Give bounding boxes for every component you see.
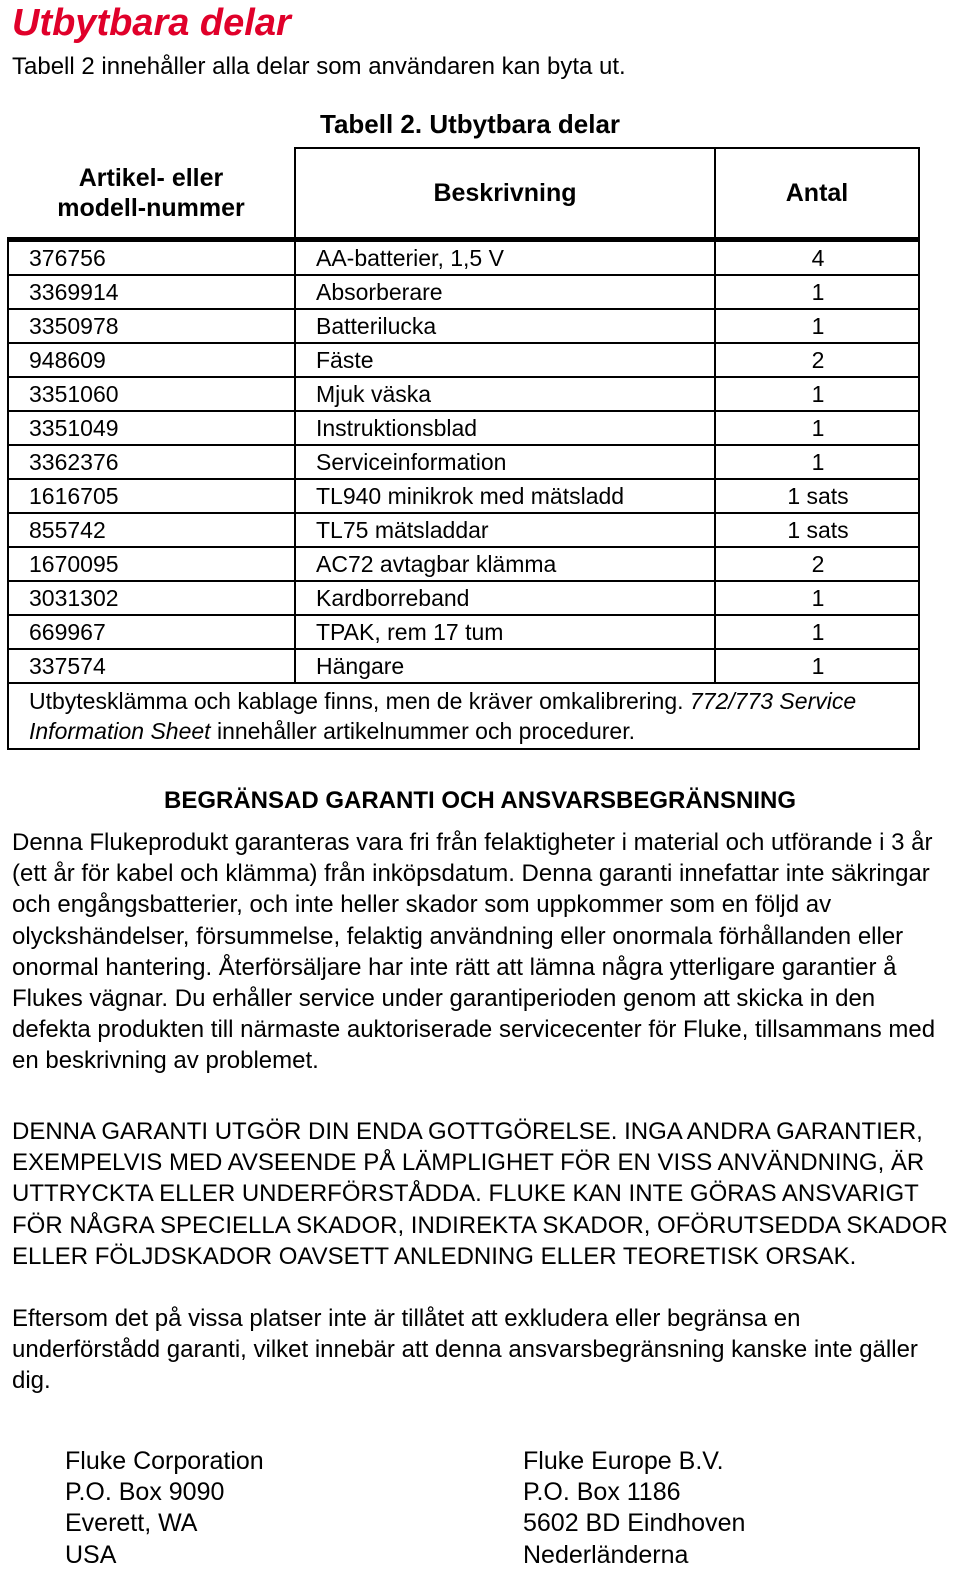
table-row xyxy=(8,581,919,615)
part-number-cell: 376756 xyxy=(8,240,295,276)
address-line: USA xyxy=(65,1540,117,1569)
quantity-cell xyxy=(715,343,919,377)
quantity-value: 1 sats xyxy=(787,483,849,509)
table-row xyxy=(8,275,919,309)
table-note-row xyxy=(8,683,919,749)
table-row xyxy=(8,513,919,547)
note-text-end: innehåller artikelnummer och procedurer. xyxy=(210,718,635,744)
quantity-value: 1 xyxy=(811,653,825,679)
description-cell: Mjuk väska xyxy=(295,377,715,411)
part-number-cell: 3031302 xyxy=(8,581,295,615)
quantity-cell xyxy=(715,377,919,411)
note-text: Utbytesklämma och kablage finns, men de kräver omkalibrering. xyxy=(29,688,690,714)
table-row xyxy=(8,479,919,513)
quantity-cell xyxy=(715,411,919,445)
quantity-value: 1 xyxy=(811,449,825,475)
quantity-cell xyxy=(715,479,919,513)
quantity-value: 1 xyxy=(811,313,825,339)
intro-text: Tabell 2 innehåller alla delar som användaren kan byta ut. xyxy=(12,53,626,80)
warranty-paragraph-1: Denna Flukeprodukt garanteras vara fri från felaktigheter i material och utförande i 3 år (ett år för kabel och klämma) från inköpsdatum. Denna garanti innefattar inte säkringar och engångsbatterier, och inte heller skador som uppkommer som en följd av olyckshändelser, försummelse, felaktig användning eller onormala förhållanden eller onormal hantering. Återförsäljare har inte rätt att lämna några ytterligare garantier å Flukes vägnar. Du erhåller service under garantiperioden genom att skicka in den defekta produkten till närmaste auktoriserade servicecenter för Fluke, tillsammans med en beskrivning av problemet. xyxy=(12,829,936,1075)
parts-table-body xyxy=(8,240,919,684)
address-fluke-corporation xyxy=(65,1446,264,1571)
description-cell: Instruktionsblad xyxy=(295,411,715,445)
address-line: Everett, WA xyxy=(65,1509,198,1538)
quantity-value: 1 xyxy=(811,381,825,407)
description-cell: AA-batterier, 1,5 V xyxy=(295,240,715,276)
header-quantity: Antal xyxy=(715,148,919,240)
table-row xyxy=(8,445,919,479)
quantity-value: 1 xyxy=(811,619,825,645)
quantity-value: 1 xyxy=(811,585,825,611)
address-line: Fluke Corporation xyxy=(65,1447,264,1475)
description-cell: Hängare xyxy=(295,649,715,683)
quantity-cell xyxy=(715,240,919,276)
parts-table xyxy=(7,147,920,750)
quantity-cell xyxy=(715,581,919,615)
part-number-cell: 855742 xyxy=(8,513,295,547)
part-number-cell: 1670095 xyxy=(8,547,295,581)
quantity-value: 2 xyxy=(811,347,825,373)
header-part-number: Artikel- eller modell-nummer xyxy=(8,148,295,240)
quantity-cell xyxy=(715,649,919,683)
quantity-value: 1 xyxy=(811,415,825,441)
part-number-cell: 669967 xyxy=(8,615,295,649)
quantity-value: 1 xyxy=(811,279,825,305)
table-header-row xyxy=(8,148,919,240)
part-number-cell: 1616705 xyxy=(8,479,295,513)
part-number-cell: 948609 xyxy=(8,343,295,377)
quantity-cell xyxy=(715,513,919,547)
address-line: Nederländerna xyxy=(523,1540,689,1569)
header-description: Beskrivning xyxy=(295,148,715,240)
description-cell: Kardborreband xyxy=(295,581,715,615)
note-document-title: 772/773 Service Information Sheet xyxy=(29,688,857,744)
address-line: P.O. Box 1186 xyxy=(523,1478,681,1507)
table-row xyxy=(8,649,919,683)
table-row xyxy=(8,309,919,343)
warranty-paragraph-2: DENNA GARANTI UTGÖR DIN ENDA GOTTGÖRELSE. INGA ANDRA GARANTIER, EXEMPELVIS MED AVSEENDE PÅ LÄMPLIGHET FÖR EN VISS ANVÄNDNING, ÄR UTTRYCKTA ELLER UNDERFÖRSTÅDDA. FLUKE KAN INTE GÖRAS ANSVARIGT FÖR NÅGRA SPECIELLA SKADOR, INDIREKTA SKADOR, OFÖRUTSEDDA SKADOR ELLER FÖLJDSKADOR OAVSETT ANLEDNING ELLER TEORETISK ORSAK. xyxy=(12,1118,948,1270)
warranty-paragraph-3: Eftersom det på vissa platser inte är tillåtet att exkludera eller begränsa en underförstådd garanti, vilket innebär att denna ansvarsbegränsning kanske inte gäller dig. xyxy=(12,1305,918,1395)
table-row xyxy=(8,411,919,445)
warranty-heading: BEGRÄNSAD GARANTI OCH ANSVARSBEGRÄNSNING xyxy=(163,787,797,814)
part-number-cell: 3350978 xyxy=(8,309,295,343)
quantity-cell xyxy=(715,309,919,343)
address-line: 5602 BD Eindhoven xyxy=(523,1509,746,1538)
page-title: Utbytbara delar xyxy=(12,2,291,44)
table-row xyxy=(8,377,919,411)
quantity-value: 1 sats xyxy=(787,517,849,543)
description-cell: TL75 mätsladdar xyxy=(295,513,715,547)
table-row xyxy=(8,343,919,377)
table-caption: Tabell 2. Utbytbara delar xyxy=(320,109,621,139)
table-row xyxy=(8,547,919,581)
description-cell: Absorberare xyxy=(295,275,715,309)
quantity-cell xyxy=(715,547,919,581)
address-line: Fluke Europe B.V. xyxy=(523,1447,724,1475)
quantity-cell xyxy=(715,615,919,649)
address-line: P.O. Box 9090 xyxy=(65,1478,225,1507)
part-number-cell: 3369914 xyxy=(8,275,295,309)
quantity-cell xyxy=(715,445,919,479)
description-cell: Fäste xyxy=(295,343,715,377)
part-number-cell: 337574 xyxy=(8,649,295,683)
table-note xyxy=(8,683,919,749)
quantity-value: 4 xyxy=(811,245,825,271)
description-cell: AC72 avtagbar klämma xyxy=(295,547,715,581)
table-row xyxy=(8,240,919,276)
part-number-cell: 3362376 xyxy=(8,445,295,479)
address-fluke-europe xyxy=(523,1446,745,1571)
description-cell: TPAK, rem 17 tum xyxy=(295,615,715,649)
quantity-cell xyxy=(715,275,919,309)
part-number-cell: 3351049 xyxy=(8,411,295,445)
table-row xyxy=(8,615,919,649)
description-cell: Serviceinformation xyxy=(295,445,715,479)
part-number-cell: 3351060 xyxy=(8,377,295,411)
description-cell: Batterilucka xyxy=(295,309,715,343)
quantity-value: 2 xyxy=(811,551,825,577)
description-cell: TL940 minikrok med mätsladd xyxy=(295,479,715,513)
